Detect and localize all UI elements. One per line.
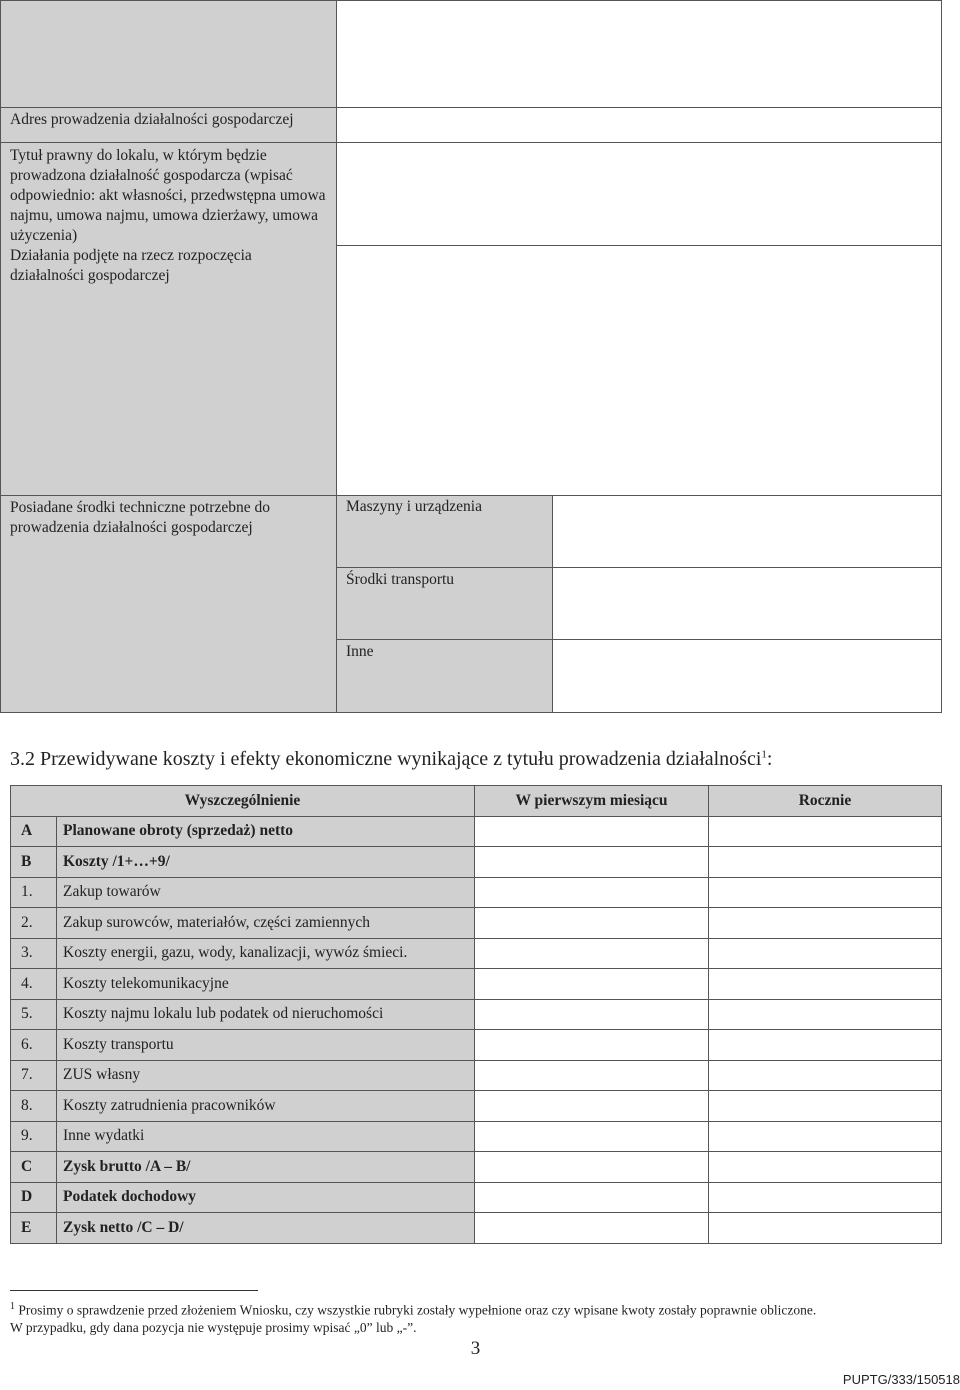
costs-row-a [11, 816, 942, 847]
row-number: E [11, 1213, 57, 1244]
row-number: C [11, 1152, 57, 1183]
header-first-month: W pierwszym miesiącu [475, 786, 709, 817]
costs-row-9 [11, 1121, 942, 1152]
footnote-line-1 [10, 1298, 816, 1320]
row-label: Koszty energii, gazu, wody, kanalizacji, wywóz śmieci. [57, 938, 475, 969]
actions-label: Działania podjęte na rzecz rozpoczęcia działalności gospodarczej [10, 247, 252, 284]
row-number: B [11, 847, 57, 878]
costs-header-row [11, 786, 942, 817]
first-month-value[interactable] [475, 1091, 709, 1122]
row-number: A [11, 816, 57, 847]
costs-row-4 [11, 969, 942, 1000]
row-number: 7. [11, 1060, 57, 1091]
footnote-ref: 1 [761, 748, 767, 761]
transport-field[interactable] [553, 568, 941, 639]
address-label: Adres prowadzenia działalności gospodarczej [10, 111, 294, 128]
row-label: Podatek dochodowy [57, 1182, 475, 1213]
costs-row-3 [11, 938, 942, 969]
first-month-value[interactable] [475, 1121, 709, 1152]
first-month-value[interactable] [475, 1213, 709, 1244]
header-description: Wyszczególnienie [11, 786, 475, 817]
row-label: Zakup towarów [57, 877, 475, 908]
row-number: 5. [11, 999, 57, 1030]
costs-row-b [11, 847, 942, 878]
costs-row-7 [11, 1060, 942, 1091]
yearly-value[interactable] [709, 908, 942, 939]
first-month-value[interactable] [475, 1060, 709, 1091]
yearly-value[interactable] [709, 877, 942, 908]
first-month-value[interactable] [475, 877, 709, 908]
legal-title-field[interactable] [337, 143, 941, 245]
yearly-value[interactable] [709, 1091, 942, 1122]
row-number: 9. [11, 1121, 57, 1152]
row-label: Inne wydatki [57, 1121, 475, 1152]
costs-row-d [11, 1182, 942, 1213]
footnote-marker: 1 [10, 1301, 15, 1312]
row-label: Zysk netto /C – D/ [57, 1213, 475, 1244]
equipment-subcolumn [336, 495, 553, 713]
other-field[interactable] [553, 640, 941, 712]
costs-row-c [11, 1152, 942, 1183]
row-number: 4. [11, 969, 57, 1000]
section-heading [10, 748, 772, 771]
row-label: Zysk brutto /A – B/ [57, 1152, 475, 1183]
address-field[interactable] [337, 108, 941, 142]
yearly-value[interactable] [709, 999, 942, 1030]
yearly-value[interactable] [709, 1121, 942, 1152]
machines-label: Maszyny i urządzenia [346, 498, 482, 515]
first-month-value[interactable] [475, 1030, 709, 1061]
row-number: 8. [11, 1091, 57, 1122]
machines-field[interactable] [553, 496, 941, 567]
yearly-value[interactable] [709, 847, 942, 878]
row-label: Koszty transportu [57, 1030, 475, 1061]
yearly-value[interactable] [709, 816, 942, 847]
first-month-value[interactable] [475, 847, 709, 878]
costs-row-1 [11, 877, 942, 908]
row-number: 6. [11, 1030, 57, 1061]
yearly-value[interactable] [709, 938, 942, 969]
transport-label: Środki transportu [346, 571, 455, 588]
costs-row-5 [11, 999, 942, 1030]
row-label: Koszty najmu lokalu lub podatek od nieruchomości [57, 999, 475, 1030]
yearly-value[interactable] [709, 1182, 942, 1213]
first-month-value[interactable] [475, 1152, 709, 1183]
yearly-value[interactable] [709, 1060, 942, 1091]
row-number: 1. [11, 877, 57, 908]
row-label: ZUS własny [57, 1060, 475, 1091]
costs-table [10, 785, 942, 1244]
row-label: Koszty telekomunikacyjne [57, 969, 475, 1000]
first-month-value[interactable] [475, 1182, 709, 1213]
row-number: D [11, 1182, 57, 1213]
row-label: Koszty zatrudnienia pracowników [57, 1091, 475, 1122]
legal-title-label: Tytuł prawny do lokalu, w którym będzie prowadzona działalność gospodarcza (wpisać odpowiednio: akt własności, przedwstępna umowa najmu, umowa najmu, umowa dzierżawy, umowa użyczenia) [10, 147, 326, 244]
footnote-text-1: Prosimy o sprawdzenie przed złożeniem Wniosku, czy wszystkie rubryki zostały wypełnione oraz czy wpisane kwoty zostały poprawnie obliczone. [18, 1302, 817, 1318]
costs-row-8 [11, 1091, 942, 1122]
yearly-value[interactable] [709, 1030, 942, 1061]
other-label: Inne [346, 643, 374, 660]
first-month-value[interactable] [475, 969, 709, 1000]
row-label: Zakup surowców, materiałów, części zamiennych [57, 908, 475, 939]
first-month-value[interactable] [475, 816, 709, 847]
costs-row-6 [11, 1030, 942, 1061]
page-number: 3 [470, 1338, 481, 1359]
document-code: PUPTG/333/150518 [842, 1372, 960, 1387]
row-label: Koszty /1+…+9/ [57, 847, 475, 878]
costs-row-2 [11, 908, 942, 939]
section-heading-text: 3.2 Przewidywane koszty i efekty ekonomiczne wynikające z tytułu prowadzenia działalności [10, 748, 762, 770]
row-number: 2. [11, 908, 57, 939]
header-yearly: Rocznie [709, 786, 942, 817]
section-heading-suffix: : [766, 748, 773, 770]
first-month-value[interactable] [475, 999, 709, 1030]
equipment-label: Posiadane środki techniczne potrzebne do prowadzenia działalności gospodarczej [10, 499, 270, 536]
first-month-value[interactable] [475, 908, 709, 939]
yearly-value[interactable] [709, 1152, 942, 1183]
first-month-value[interactable] [475, 938, 709, 969]
footnote-separator [10, 1290, 258, 1291]
yearly-value[interactable] [709, 1213, 942, 1244]
row-number: 3. [11, 938, 57, 969]
yearly-value[interactable] [709, 969, 942, 1000]
row-label: Planowane obroty (sprzedaż) netto [57, 816, 475, 847]
costs-row-e [11, 1213, 942, 1244]
actions-field[interactable] [337, 246, 941, 495]
footnote-line-2: W przypadku, gdy dana pozycja nie występuje prosimy wpisać „0” lub „-”. [10, 1320, 417, 1335]
